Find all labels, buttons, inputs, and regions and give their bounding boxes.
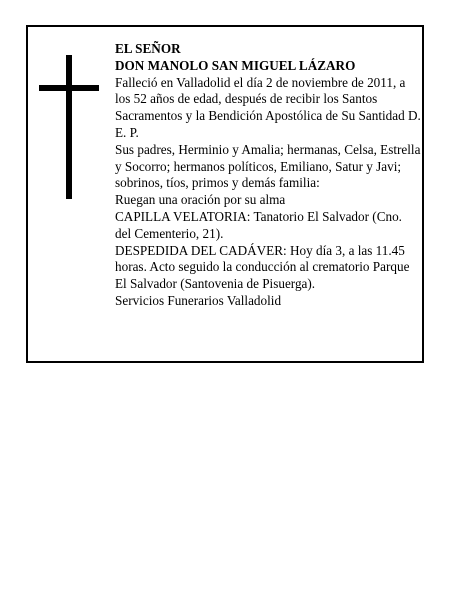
- funeral-service-provider: Servicios Funerarios Valladolid: [115, 292, 282, 308]
- deceased-name: DON MANOLO SAN MIGUEL LÁZARO: [115, 57, 356, 73]
- prayer-request: Ruegan una oración por su alma: [115, 192, 286, 208]
- family-list: Sus padres, Herminio y Amalia; hermanas, Celsa, Estrella y Socorro; hermanos políticos, Emiliano, Satur y Javi; sobrinos, tíos, primos y demás familia:: [115, 141, 421, 191]
- cross-icon: [39, 55, 99, 199]
- farewell-details: DESPEDIDA DEL CADÁVER: Hoy día 3, a las 11.45 horas. Acto seguido la conducción al crematorio Parque El Salvador (Santovenia de Pisuerga).: [115, 242, 410, 292]
- cross-horizontal-bar: [39, 85, 99, 91]
- obituary-text: [115, 41, 421, 310]
- obituary-notice: [26, 25, 424, 363]
- death-announcement: Falleció en Valladolid el día 2 de noviembre de 2011, a los 52 años de edad, después de recibir los Santos Sacramentos y la Bendición Apostólica de Su Santidad D. E. P.: [115, 74, 421, 140]
- cross-vertical-bar: [66, 55, 72, 199]
- title-honorific: EL SEÑOR: [115, 41, 181, 56]
- wake-location: CAPILLA VELATORIA: Tanatorio El Salvador (Cno. del Cementerio, 21).: [115, 208, 402, 241]
